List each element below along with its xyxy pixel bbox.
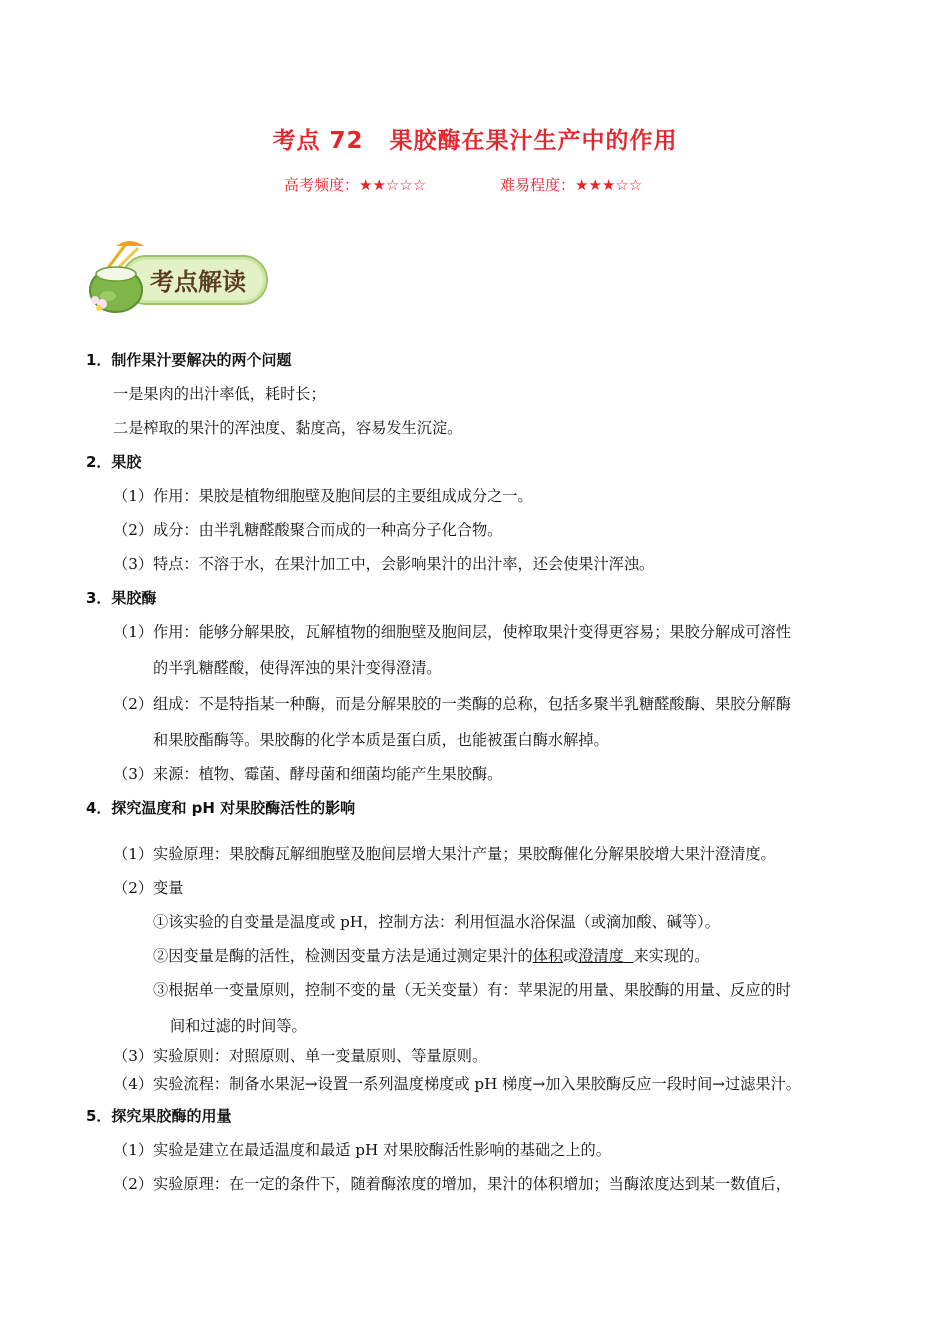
paragraph-line: （1）实验是建立在最适温度和最适 pH 对果胶酶活性影响的基础之上的。 [113, 1141, 611, 1159]
badge-label: 考点解读 [150, 268, 246, 296]
paragraph-line: （2）组成：不是特指某一种酶，而是分解果胶的一类酶的总称，包括多聚半乳糖醛酸酶、果胶分解酶 [113, 695, 791, 713]
difficulty-stars: ★★★☆☆ [575, 176, 643, 194]
paragraph-line: （1）作用：果胶是植物细胞壁及胞间层的主要组成成分之一。 [113, 487, 533, 505]
frequency-rating [284, 174, 426, 195]
paragraph-line: （2）实验原理：在一定的条件下，随着酶浓度的增加，果汁的体积增加；当酶浓度达到某一数值后， [113, 1175, 791, 1193]
paragraph-line: ①该实验的自变量是温度或 pH，控制方法：利用恒温水浴保温（或滴加酸、碱等）。 [153, 913, 720, 931]
underlined-term: 澄清度 [578, 947, 624, 965]
section-heading: 1．制作果汁要解决的两个问题 [86, 351, 292, 369]
paragraph-line: （4）实验流程：制备水果泥→设置一系列温度梯度或 pH 梯度→加入果胶酶反应一段时间→过滤果汁。 [113, 1075, 801, 1093]
paragraph-line: ③根据单一变量原则，控制不变的量（无关变量）有：苹果泥的用量、果胶酶的用量、反应的时 [153, 981, 791, 999]
paragraph-line: （3）特点：不溶于水，在果汁加工中，会影响果汁的出汁率，还会使果汁浑浊。 [113, 555, 655, 573]
text-span: 来实现的。 [633, 947, 710, 965]
difficulty-rating [500, 174, 642, 195]
paragraph-line: 二是榨取的果汁的浑浊度、黏度高，容易发生沉淀。 [113, 419, 463, 437]
text-span: ②因变量是酶的活性，检测因变量方法是通过测定果汁的 [153, 947, 533, 965]
page-title [0, 122, 950, 155]
paragraph-line: （2）变量 [113, 879, 184, 897]
paragraph-line: （1）作用：能够分解果胶，瓦解植物的细胞壁及胞间层，使榨取果汁变得更容易；果胶分解成可溶性 [113, 623, 791, 641]
difficulty-label: 难易程度： [500, 176, 576, 194]
underlined-term: 体积 [532, 947, 564, 965]
coconut-drink-icon [86, 238, 271, 314]
paragraph-line: 间和过滤的时间等。 [170, 1017, 307, 1035]
section-heading: 2．果胶 [86, 453, 142, 471]
paragraph-line: （1）实验原理：果胶酶瓦解细胞壁及胞间层增大果汁产量；果胶酶催化分解果胶增大果汁澄清度。 [113, 845, 776, 863]
paragraph-line: （3）来源：植物、霉菌、酵母菌和细菌均能产生果胶酶。 [113, 765, 503, 783]
title-text: 果胶酶在果汁生产中的作用 [389, 128, 678, 154]
paragraph-line: 的半乳糖醛酸，使得浑浊的果汁变得澄清。 [153, 659, 442, 677]
paragraph-line [153, 946, 709, 966]
section-heading: 3．果胶酶 [86, 589, 157, 607]
section-heading: 4．探究温度和 pH 对果胶酶活性的影响 [86, 799, 356, 817]
title-number: 考点 72 [272, 128, 364, 154]
frequency-label: 高考频度： [284, 176, 360, 194]
paragraph-line: （2）成分：由半乳糖醛酸聚合而成的一种高分子化合物。 [113, 521, 503, 539]
paragraph-line: 和果胶酯酶等。果胶酶的化学本质是蛋白质，也能被蛋白酶水解掉。 [153, 731, 609, 749]
section-badge [86, 238, 271, 314]
text-span: 或 [563, 947, 579, 965]
section-heading: 5．探究果胶酶的用量 [86, 1107, 232, 1125]
paragraph-line: （3）实验原则：对照原则、单一变量原则、等量原则。 [113, 1047, 488, 1065]
paragraph-line: 一是果肉的出汁率低，耗时长； [113, 385, 326, 403]
frequency-stars: ★★☆☆☆ [359, 176, 427, 194]
